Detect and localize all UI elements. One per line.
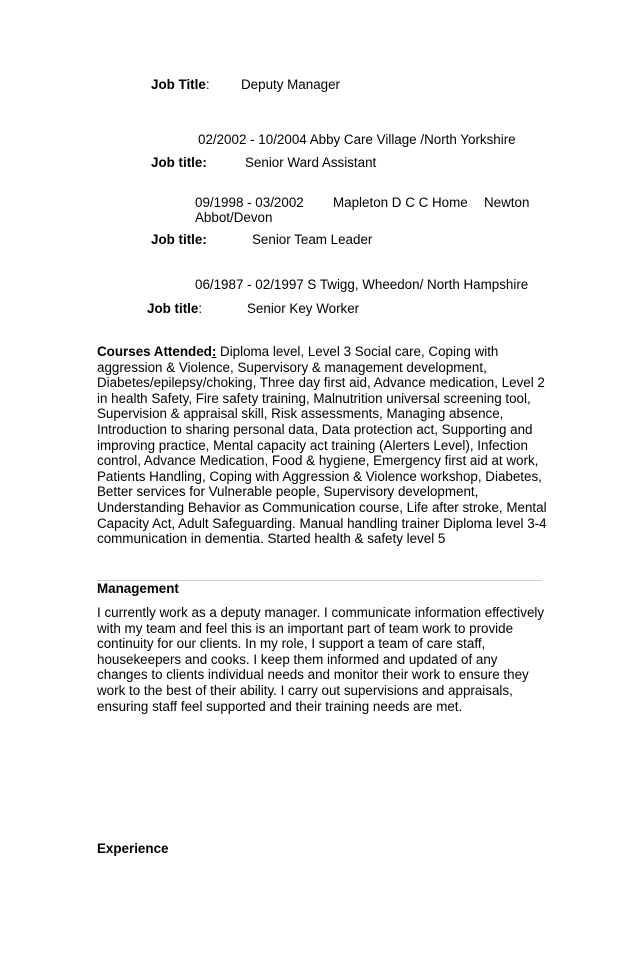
courses-paragraph (97, 344, 547, 547)
job1-colon: : (205, 77, 210, 92)
entry3-dates: 09/1998 - 03/2002 (195, 195, 304, 210)
entry4-colon: : (198, 301, 203, 316)
entry2-dates-place: 02/2002 - 10/2004 Abby Care Village /North Yorkshire (198, 132, 516, 147)
entry3-place: Mapleton D C C Home (333, 195, 468, 210)
management-heading: Management (97, 581, 179, 596)
courses-text: Diploma level, Level 3 Social care, Coping with aggression & Violence, Supervisory & management development, Diabetes/epilepsy/choking, Three day first aid, Advance medication, Level 2 in health Safety, Fire safety training, Malnutrition universal screening tool, Supervision & appraisal skill, Risk assessments, Managing absence, Introduction to sharing personal data, Data protection act, Supporting and improving practice, Mental capacity act training (Alerters Level), Infection control, Advance Medication, Food & hygiene, Emergency first aid at work, Patients Handling, Coping with Aggression & Violence workshop, Diabetes, Better services for Vulnerable people, Supervisory development, Understanding Behavior as Communication course, Life after stroke, Mental Capacity Act, Adult Safeguarding. Manual handling trainer Diploma level 3-4 communication in dementia. Started health & safety level 5 (97, 344, 547, 547)
experience-heading: Experience (97, 841, 169, 856)
entry4-dates-place: 06/1987 - 02/1997 S Twigg, Wheedon/ North Hampshire (195, 277, 529, 292)
courses-label: Courses Attended (97, 344, 212, 359)
entry4-label: Job title (147, 301, 199, 316)
courses-colon: : (211, 344, 217, 359)
entry2-title: Senior Ward Assistant (245, 155, 377, 170)
entry2-label: Job title: (151, 155, 207, 170)
job1-label: Job Title (151, 77, 206, 92)
management-text: I currently work as a deputy manager. I communicate information effectively with my team and feel this is an important part of team work to provide continuity for our clients. In my role, I support a team of care staff, housekeepers and cooks. I keep them informed and updated of any changes to clients individual needs and monitor their work to ensure they work to the best of their ability. I carry out supervisions and appraisals, ensuring staff feel supported and their training needs are met. (97, 605, 545, 714)
entry4-label-line (147, 301, 202, 317)
job1-label-line (151, 77, 210, 93)
entry4-title: Senior Key Worker (247, 301, 360, 316)
entry3-place-end: Newton (484, 195, 530, 210)
entry3-title: Senior Team Leader (252, 232, 373, 247)
entry3-place-line2: Abbot/Devon (195, 210, 273, 225)
entry3-label: Job title: (151, 232, 207, 247)
job1-title: Deputy Manager (241, 77, 340, 92)
